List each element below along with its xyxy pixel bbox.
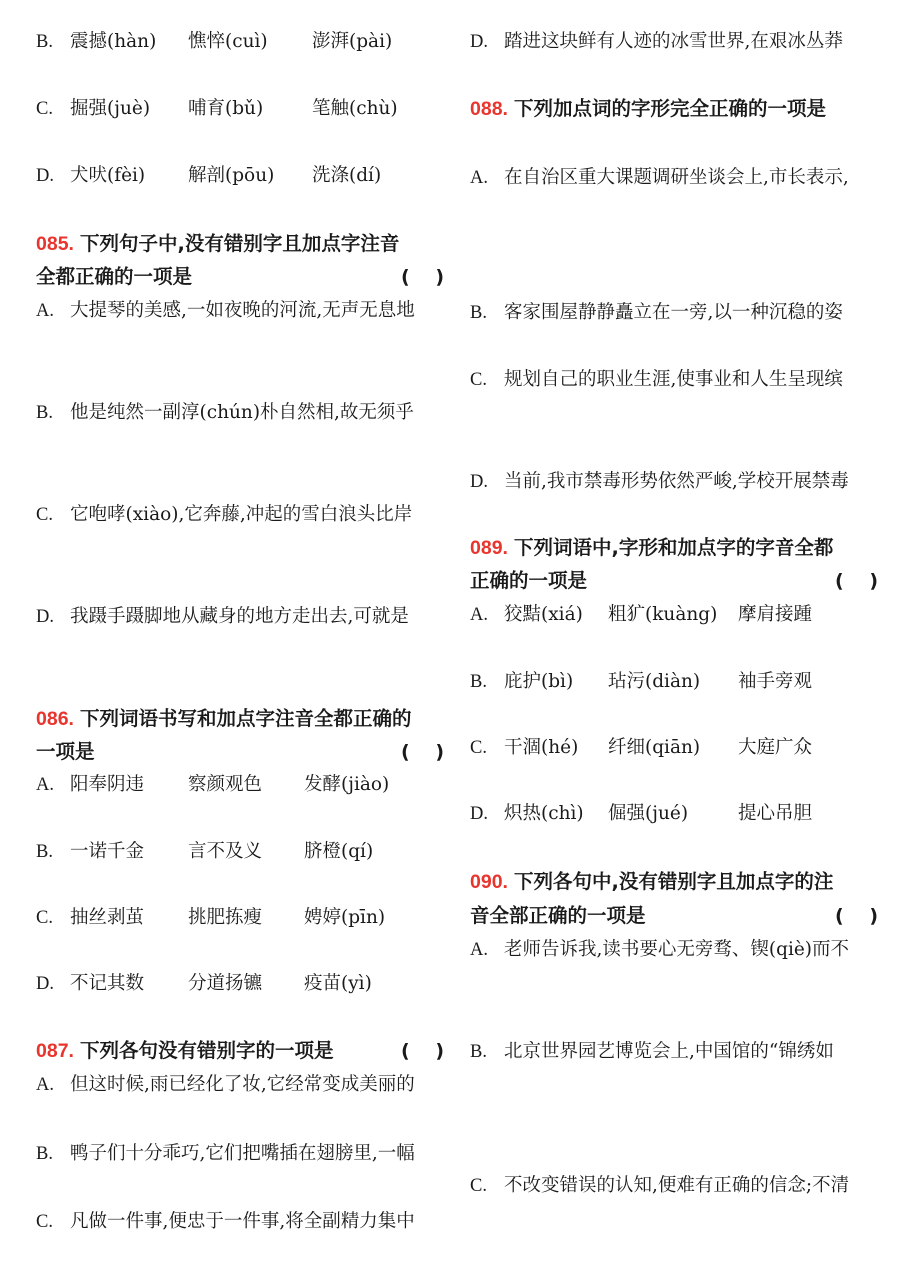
word-3: 澎湃(pài) [312,31,393,52]
word-3: 笔触(chù) [312,98,398,119]
answer-blank[interactable]: ( ) [835,905,878,927]
q90-option-c[interactable]: C. 不改变错误的认知,便难有正确的信念;不清 [470,1175,850,1196]
q86-option-c[interactable]: C. 抽丝剥茧 挑肥拣瘦 娉婷(pīn) [36,907,386,928]
option-label: B. [36,32,53,52]
q85-stem: 085. 下列句子中,没有错别字且加点字注音 [36,232,400,255]
q89-option-b[interactable]: B. 庇护(bì) 玷污(diàn) 袖手旁观 [470,671,813,692]
q87-option-d[interactable]: D. 踏进这块鲜有人迹的冰雪世界,在艰冰丛莽 [470,31,843,52]
q85-stem-line2: 全都正确的一项是 ( ) [36,265,444,288]
q88-option-a[interactable]: A. 在自治区重大课题调研坐谈会上,市长表示, [470,167,849,188]
q85-option-a[interactable]: A. 大提琴的美感,一如夜晚的河流,无声无息地 [36,300,415,321]
option-label: C. [36,99,53,119]
word-1: 震撼(hàn) [70,31,157,52]
answer-blank[interactable]: ( ) [401,266,444,288]
option-label: D. [36,166,54,186]
question-number: 086. [36,708,74,730]
question-number: 089. [470,537,508,559]
q86-stem-line2: 一项是 ( ) [36,740,444,763]
q88-option-b[interactable]: B. 客家围屋静静矗立在一旁,以一种沉稳的姿 [470,302,843,323]
q85-option-c[interactable]: C. 它咆哮(xiào),它奔藤,冲起的雪白浪头比岸 [36,504,413,525]
question-number: 087. [36,1040,74,1062]
word-3: 洗涤(dí) [312,165,382,186]
q86-option-d[interactable]: D. 不记其数 分道扬镳 疫苗(yì) [36,973,372,994]
q85-option-d[interactable]: D. 我蹑手蹑脚地从藏身的地方走出去,可就是 [36,606,409,627]
q87-option-b[interactable]: B. 鸭子们十分乖巧,它们把嘴插在翅膀里,一幅 [36,1143,415,1164]
q90-option-a[interactable]: A. 老师告诉我,读书要心无旁骛、锲(qiè)而不 [470,939,850,960]
question-number: 085. [36,233,74,255]
q86-stem: 086. 下列词语书写和加点字注音全都正确的 [36,707,412,730]
q89-option-d[interactable]: D. 炽热(chì) 倔强(jué) 提心吊胆 [470,803,813,824]
q88-option-d[interactable]: D. 当前,我市禁毒形势依然严峻,学校开展禁毒 [470,471,849,492]
q86-option-a[interactable]: A. 阳奉阴违 察颜观色 发酵(jiào) [36,774,390,795]
question-number: 088. [470,98,508,120]
q84-option-c[interactable] [36,97,448,121]
q84-option-b[interactable] [36,30,448,54]
answer-blank[interactable]: ( ) [835,570,878,592]
word-1: 掘强(juè) [70,98,151,119]
answer-blank[interactable]: ( ) [401,741,444,763]
q89-stem: 089. 下列词语中,字形和加点字的字音全都 [470,536,834,559]
question-number: 090. [470,871,508,893]
q87-stem: 087. 下列各句没有错别字的一项是 ( ) [36,1039,444,1062]
q86-option-b[interactable]: B. 一诺千金 言不及义 脐橙(qí) [36,841,374,862]
q87-option-a[interactable]: A. 但这时候,雨已经化了妆,它经常变成美丽的 [36,1074,415,1095]
answer-blank[interactable]: ( ) [401,1040,444,1062]
q88-option-c[interactable]: C. 规划自己的职业生涯,使事业和人生呈现缤 [470,369,843,390]
q89-stem-line2: 正确的一项是 ( ) [470,569,878,592]
q85-option-b[interactable]: B. 他是纯然一副淳(chún)朴自然相,故无须乎 [36,402,414,423]
q87-option-c[interactable]: C. 凡做一件事,便忠于一件事,将全副精力集中 [36,1211,415,1232]
q84-option-d[interactable] [36,164,448,188]
q89-option-c[interactable]: C. 干涸(hé) 纤细(qiān) 大庭广众 [470,737,813,758]
q90-option-b[interactable]: B. 北京世界园艺博览会上,中国馆的“锦绣如 [470,1041,834,1062]
word-2: 解剖(pōu) [188,165,275,186]
word-2: 憔悴(cuì) [188,31,268,52]
q90-stem-line2: 音全部正确的一项是 ( ) [470,904,878,927]
word-2: 哺育(bǔ) [188,98,264,119]
q89-option-a[interactable]: A. 狡黠(xiá) 粗犷(kuàng) 摩肩接踵 [470,604,813,625]
word-1: 犬吠(fèi) [70,165,146,186]
q90-stem: 090. 下列各句中,没有错别字且加点字的注 [470,870,834,893]
q88-stem: 088. 下列加点词的字形完全正确的一项是 [470,97,826,120]
